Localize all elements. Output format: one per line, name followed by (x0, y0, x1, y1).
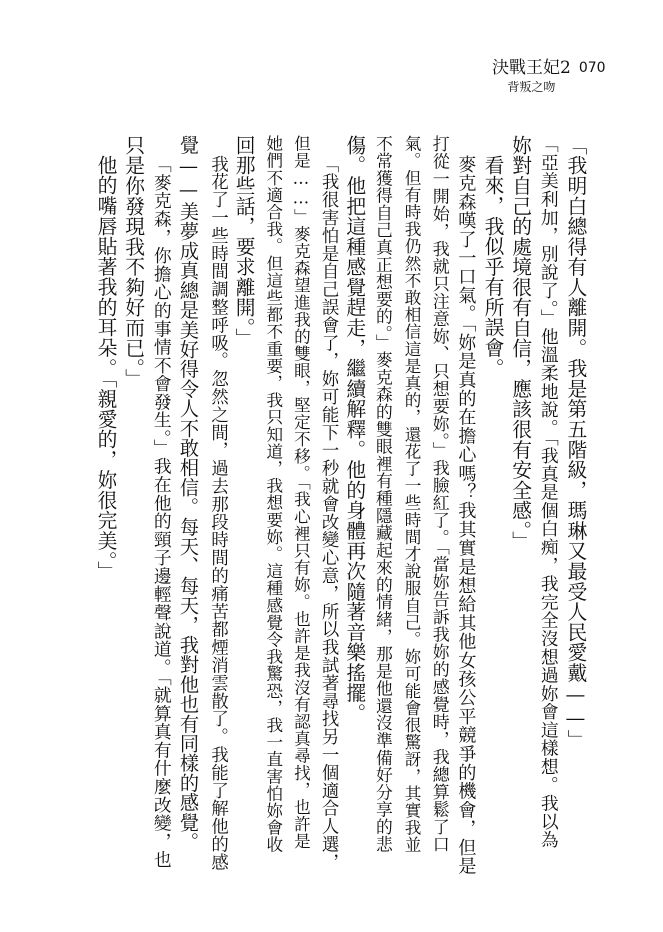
text-column: 她們不適合我。但這些都不重要，我只知道，我想要妳。這種感覺令我驚恐，我一直害怕妳會收 (263, 135, 283, 854)
text-column: 只是你發現我不夠好而已。」 (121, 135, 145, 389)
text-column: 妳對自己的處境很有自信，應該很有安全感。」 (508, 135, 532, 552)
text-column: 氣。但有時我仍然不敢相信這是真的，還花了一些時間才說服自己。妳可能會很驚訝，其實我並 (402, 135, 422, 854)
book-title: 決戰王妃2 (492, 58, 571, 78)
text-column: 我花了一些時間調整呼吸。忽然之間，過去那段時間的痛苦都煙消雲散了。我能了解他的感 (207, 155, 228, 871)
text-column: 覺——美夢成真總是美好得令人不敢相信。每天、每天，我對他也有同樣的感覺。 (176, 135, 200, 852)
text-column: 看來，我似乎有所誤會。 (480, 155, 504, 379)
page-number: 070 (578, 60, 606, 76)
text-column: 他的嘴唇貼著我的耳朵。「親愛的，妳很完美。」 (94, 155, 117, 582)
text-column: 「我很害怕是自己誤會了，妳可能下一秒就會改變心意，所以我試著尋找另一個適合人選， (318, 155, 339, 871)
text-column: 回那些話，要求離開。」 (232, 135, 256, 349)
text-column: 但是……」麥克森望進我的雙眼，堅定不移。「我心裡只有妳。也許是我沒有認真尋找，也許是 (291, 135, 311, 850)
chapter-title: 背叛之吻 (507, 80, 556, 94)
text-column: 不常獲得自己真正想要的。」麥克森的雙眼裡有種隱藏起來的情緒，那是他還沒準備好分享的悲 (373, 135, 394, 853)
header-titles (492, 58, 571, 95)
text-column: 「麥克森，你擔心的事情不會發生。」我在他的頸子邊輕聲說道。「就算真有什麼改變，也 (151, 155, 173, 869)
text-column: 麥克森嘆了一口氣。「妳是真的在擔心嗎？我其實是想給其他女孩公平競爭的機會，但是 (455, 155, 477, 876)
text-column: 「亞美利加，別說了。」他溫柔地說。「我真是個白痴，我完全沒想過妳會這樣想。我以為 (538, 135, 560, 849)
running-header (492, 58, 606, 95)
text-column: 傷。他把這種感覺趕走，繼續解釋。他的身體再次隨著音樂搖擺。 (342, 135, 366, 724)
text-column: 打從一開始，我就只注意妳、只想要妳。」我臉紅了。「當妳告訴我妳的感覺時，我總算鬆了口 (428, 135, 449, 853)
vertical-text-block (94, 135, 587, 876)
text-column: 「我明白總得有人離開。我是第五階級，瑪琳又最受人民愛戴——」 (563, 135, 587, 751)
